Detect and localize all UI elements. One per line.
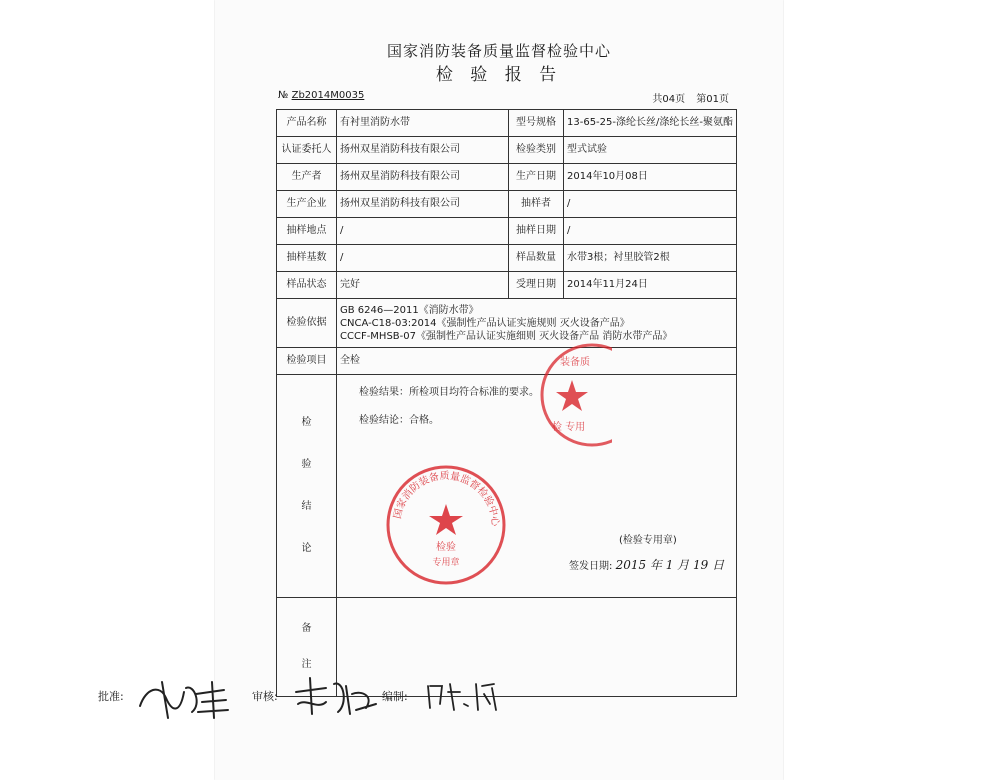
seal-ring-text: 国家消防装备质量监督检验中心 xyxy=(392,470,501,527)
approve-label: 批准: xyxy=(98,690,124,703)
table-row xyxy=(277,137,737,164)
table-row xyxy=(277,272,737,299)
remarks-value xyxy=(337,598,737,697)
sampling-base-label: 抽样基数 xyxy=(277,245,337,272)
seal-caption: (检验专用章) xyxy=(619,535,677,546)
issue-date-handwritten: 2015 年 1 月 19 日 xyxy=(615,558,725,572)
sample-state-value: 完好 xyxy=(337,272,509,299)
test-items-value: 全检 xyxy=(337,348,737,375)
edge-seal xyxy=(532,340,612,450)
report-number-value: Zb2014M0035 xyxy=(291,90,365,101)
client-label: 认证委托人 xyxy=(277,137,337,164)
report-number xyxy=(278,90,364,101)
conclusion-label-char: 检 xyxy=(301,417,312,428)
conclusion-label-char: 验 xyxy=(301,459,312,470)
table-row xyxy=(277,218,737,245)
test-basis-line: CNCA-C18-03:2014《强制性产品认证实施规则 灭火设备产品》 xyxy=(340,317,630,329)
seal-bottom-text: 专用章 xyxy=(432,558,460,568)
conclusion-label xyxy=(277,375,337,598)
edge-seal-bottom-text: 检 专用 xyxy=(552,422,586,433)
seal-star-icon xyxy=(429,504,463,535)
test-category-value: 型式试验 xyxy=(564,137,737,164)
test-category-label: 检验类别 xyxy=(509,137,564,164)
review-label: 审核: xyxy=(252,690,278,703)
seal-center-text: 检验 xyxy=(436,542,456,553)
issue-date-label: 签发日期: xyxy=(569,561,613,572)
table-row xyxy=(277,299,737,348)
compiler-signature xyxy=(420,674,500,718)
compile-label: 编制: xyxy=(382,690,408,703)
test-items-label: 检验项目 xyxy=(277,348,337,375)
issue-date xyxy=(569,559,724,573)
conclusion-label-char: 结 xyxy=(301,501,312,512)
model-value: 13-65-25-涤纶长丝/涤纶长丝-聚氨酯 xyxy=(564,110,737,137)
approver-signature xyxy=(132,674,232,724)
sampling-date-label: 抽样日期 xyxy=(509,218,564,245)
sample-quantity-label: 样品数量 xyxy=(509,245,564,272)
total-pages: 共04页 xyxy=(652,94,686,105)
model-label: 型号规格 xyxy=(509,110,564,137)
product-name-value: 有衬里消防水带 xyxy=(337,110,509,137)
sampling-place-label: 抽样地点 xyxy=(277,218,337,245)
test-conclusion-text: 检验结论：合格。 xyxy=(359,415,439,426)
receipt-date-value: 2014年11月24日 xyxy=(564,272,737,299)
sample-quantity-value: 水带3根；衬里胶管2根 xyxy=(564,245,737,272)
test-basis-line: CCCF-MHSB-07《强制性产品认证实施细则 灭火设备产品 消防水带产品》 xyxy=(340,330,673,342)
product-name-label: 产品名称 xyxy=(277,110,337,137)
receipt-date-label: 受理日期 xyxy=(509,272,564,299)
edge-seal-text: 装备质 xyxy=(560,357,590,368)
report-form-table xyxy=(276,109,737,697)
test-basis-label: 检验依据 xyxy=(277,299,337,348)
sampling-base-value: / xyxy=(337,245,509,272)
producer-label: 生产企业 xyxy=(277,191,337,218)
reviewer-signature xyxy=(290,674,380,720)
edge-seal-star-icon xyxy=(556,380,588,411)
page-indicator xyxy=(644,90,729,105)
remarks-label-char: 备 xyxy=(301,623,312,634)
remarks-label-char: 注 xyxy=(301,659,312,670)
test-basis-line: GB 6246—2011《消防水带》 xyxy=(340,304,479,316)
table-row xyxy=(277,191,737,218)
document-title: 检 验 报 告 xyxy=(435,65,563,85)
org-title: 国家消防装备质量监督检验中心 xyxy=(386,42,611,60)
table-row xyxy=(277,110,737,137)
current-page: 第01页 xyxy=(696,94,729,105)
manufacturer-value: 扬州双星消防科技有限公司 xyxy=(337,164,509,191)
production-date-value: 2014年10月08日 xyxy=(564,164,737,191)
table-row xyxy=(277,245,737,272)
conclusion-label-char: 论 xyxy=(301,543,312,554)
table-row xyxy=(277,348,737,375)
producer-value: 扬州双星消防科技有限公司 xyxy=(337,191,509,218)
production-date-label: 生产日期 xyxy=(509,164,564,191)
sample-state-label: 样品状态 xyxy=(277,272,337,299)
report-number-prefix: № xyxy=(278,90,289,101)
report-page xyxy=(215,0,783,780)
sampler-label: 抽样者 xyxy=(509,191,564,218)
table-row xyxy=(277,164,737,191)
sampling-place-value: / xyxy=(337,218,509,245)
client-value: 扬州双星消防科技有限公司 xyxy=(337,137,509,164)
inspection-seal xyxy=(383,462,509,588)
sampler-value: / xyxy=(564,191,737,218)
test-result-text: 检验结果：所检项目均符合标准的要求。 xyxy=(359,387,539,398)
manufacturer-label: 生产者 xyxy=(277,164,337,191)
sampling-date-value: / xyxy=(564,218,737,245)
